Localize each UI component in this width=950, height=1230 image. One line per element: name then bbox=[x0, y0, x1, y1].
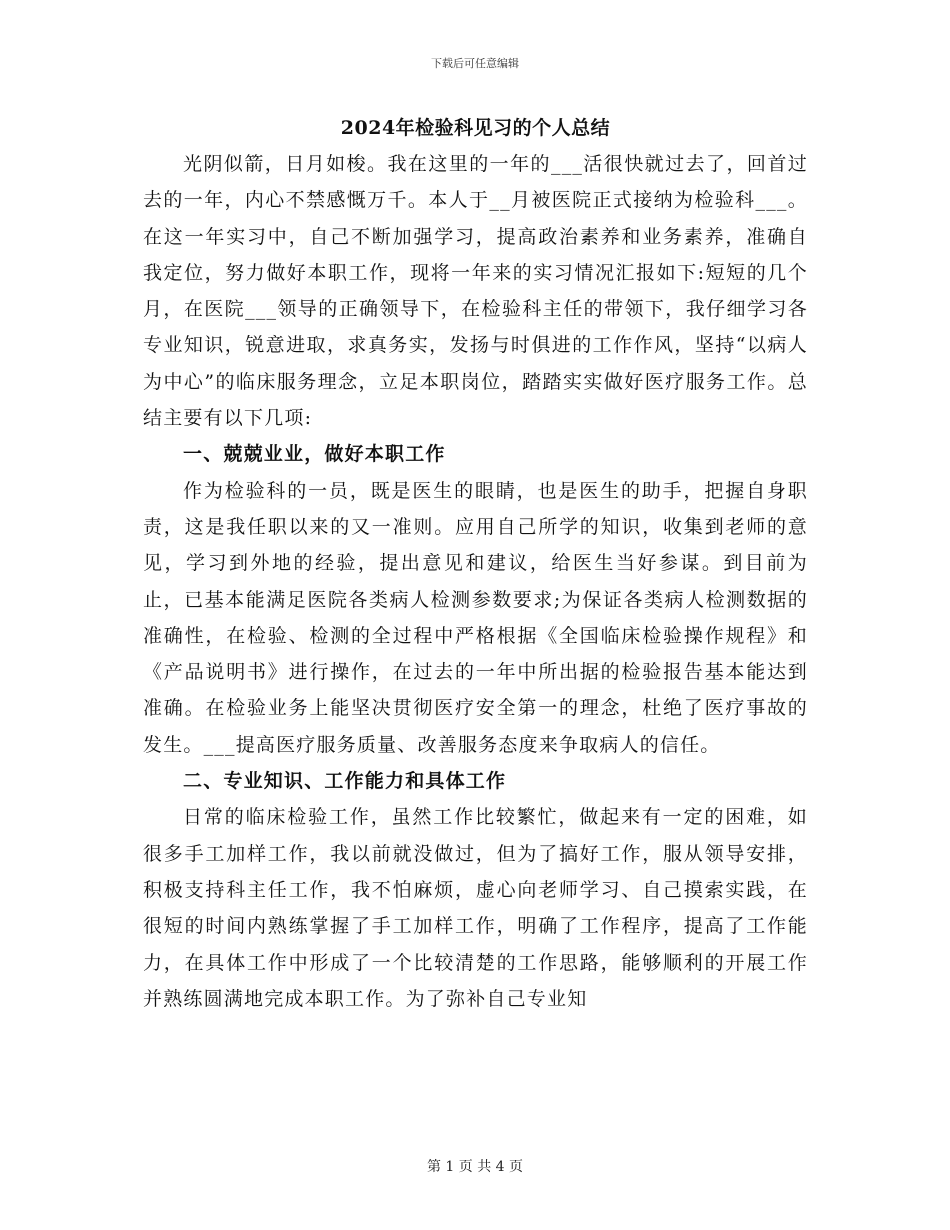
document-body bbox=[143, 110, 808, 1017]
section-heading-1: 一、兢兢业业，做好本职工作 bbox=[183, 443, 446, 466]
paragraph-section-2: 日常的临床检验工作，虽然工作比较繁忙，做起来有一定的困难，如很多手工加样工作，我以前就没做过，但为了搞好工作，服从领导安排，积极支持科主任工作，我不怕麻烦，虚心向老师学习、自己摸索实践，在很短的时间内熟练掌握了手工加样工作，明确了工作程序，提高了工作能力，在具体工作中形成了一个比较清楚的工作思路，能够顺利的开展工作并熟练圆满地完成本职工作。为了弥补自己专业知 bbox=[143, 806, 808, 1010]
page-indicator: 第 1 页 共 4 页 bbox=[426, 1159, 524, 1175]
section-heading-2: 二、专业知识、工作能力和具体工作 bbox=[183, 770, 507, 793]
document-title: 2024年检验科见习的个人总结 bbox=[340, 117, 611, 139]
paragraph-section-1: 作为检验科的一员，既是医生的眼睛，也是医生的助手，把握自身职责，这是我任职以来的又一准则。应用自己所学的知识，收集到老师的意见，学习到外地的经验，提出意见和建议，给医生当好参谋。到目前为止，已基本能满足医院各类病人检测参数要求;为保证各类病人检测数据的准确性，在检验、检测的全过程中严格根据《全国临床检验操作规程》和《产品说明书》进行操作，在过去的一年中所出据的检验报告基本能达到准确。在检验业务上能坚决贯彻医疗安全第一的理念，杜绝了医疗事故的发生。___提高医疗服务质量、改善服务态度来争取病人的信任。 bbox=[143, 479, 808, 756]
header-note: 下载后可任意编辑 bbox=[431, 57, 519, 70]
paragraph-intro: 光阴似箭，日月如梭。我在这里的一年的___活很快就过去了，回首过去的一年，内心不禁感慨万千。本人于__月被医院正式接纳为检验科___。在这一年实习中，自己不断加强学习，提高政治素养和业务素养，准确自我定位，努力做好本职工作，现将一年来的实习情况汇报如下:短短的几个月，在医院___领导的正确领导下，在检验科主任的带领下，我仔细学习各专业知识，锐意进取，求真务实，发扬与时俱进的工作作风，坚持“以病人为中心”的临床服务理念，立足本职岗位，踏踏实实做好医疗服务工作。总结主要有以下几项: bbox=[143, 153, 808, 430]
